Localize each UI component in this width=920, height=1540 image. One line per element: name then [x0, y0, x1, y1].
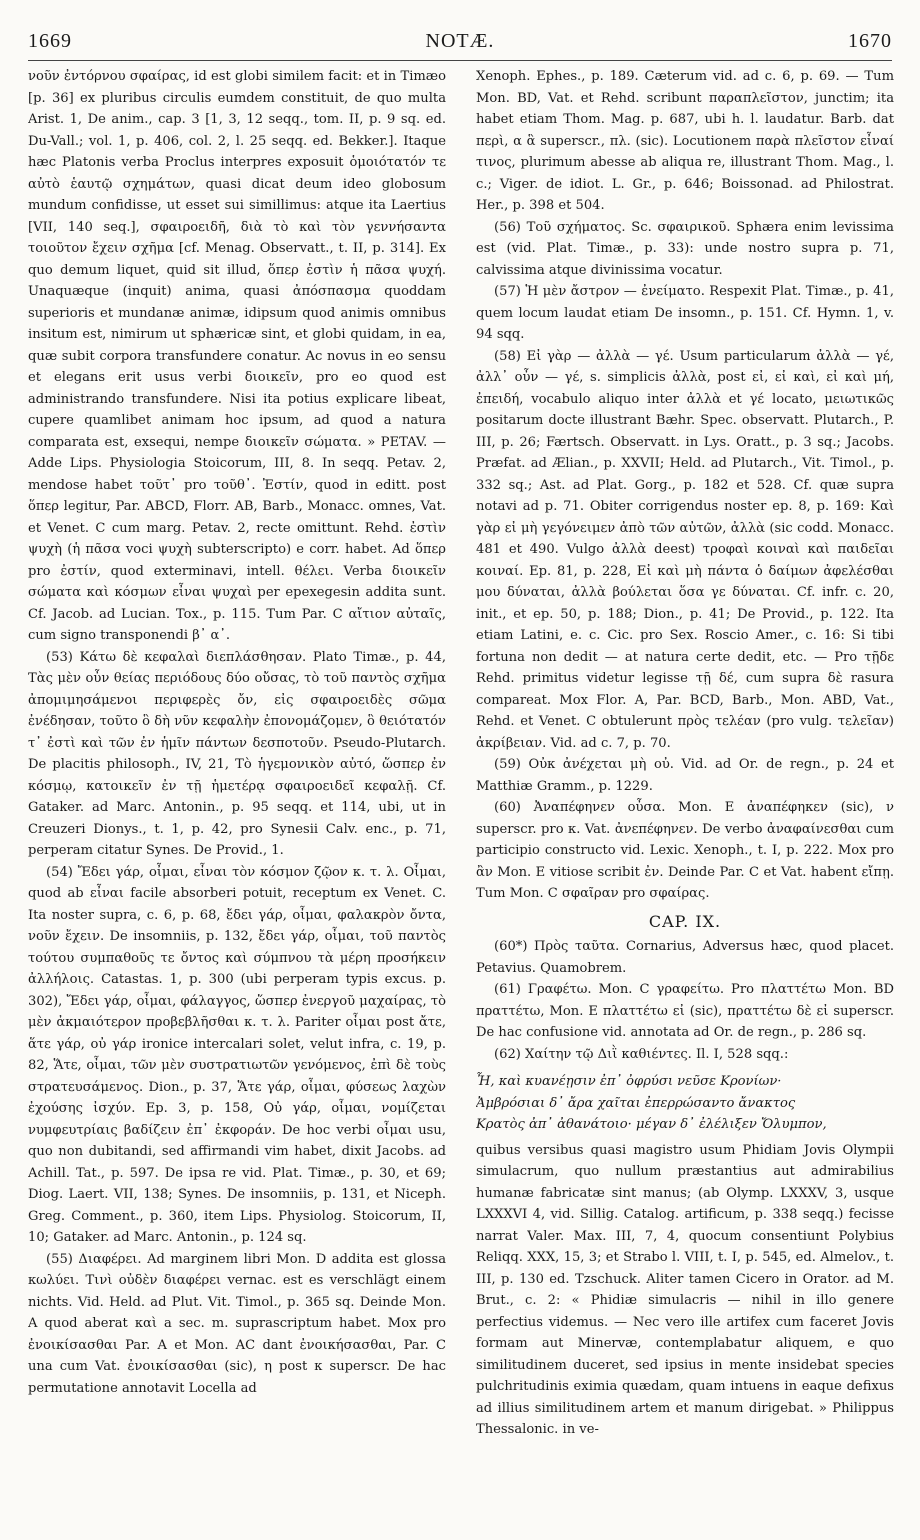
- right-column: [476, 66, 894, 1524]
- note-paragraph: (59) Οὐκ ἀνέχεται μὴ οὐ. Vid. ad Or. de regn., p. 24 et Matthiæ Gramm., p. 1229.: [476, 757, 894, 794]
- note-paragraph: (57) Ἡ μὲν ἄστρον — ἐνείματο. Respexit Plat. Timæ., p. 41, quem locum laudat etiam De insomn., p. 151. Cf. Hymn. 1, v. 94 sqq.: [476, 284, 894, 342]
- note-paragraph: (61) Γραφέτω. Mon. C γραφείτω. Pro πλαττέτω Mon. BD πραττέτω, Mon. E πλαττέτω εἰ (sic), πραττέτω δὲ εἰ superscr. De hac confusione vid. annotata ad Or. de regn., p. 286 sq.: [476, 982, 894, 1040]
- verse-line: Ἦ, καὶ κυανέῃσιν ἐπ᾽ ὀφρύσι νεῦσε Κρονίων·: [476, 1074, 782, 1089]
- note-paragraph: (56) Τοῦ σχήματος. Sc. σφαιρικοῦ. Sphæra enim levissima est (vid. Plat. Timæ., p. 33): unde nostro supra p. 71, calvissima atque divinissima vocatur.: [476, 219, 894, 278]
- left-column: [28, 66, 446, 1524]
- verse-line: Ἀμβρόσιαι δ᾽ ἄρα χαῖται ἐπερρώσαντο ἄνακτος: [476, 1095, 796, 1111]
- note-paragraph: (54) Ἔδει γάρ, οἶμαι, εἶναι τὸν κόσμον ζῷον κ. τ. λ. Οἶμαι, quod ab εἶναι facile absorberi potuit, receptum ex Venet. C. Ita noster supra, c. 6, p. 68, ἔδει γάρ, οἶμαι, φαλακρὸν ὄντα, νοῦν ἔχειν. De insomniis, p. 132, ἔδει γάρ, οἶμαι, τοῦ παντὸς τούτου συμπαθοῦς τε ὄντος καὶ σύμπνου τὰ μέρη προσήκειν ἀλλήλοις. Catastas. 1, p. 300 (ubi perperam typis excus. p. 302), Ἔδει γάρ, οἶμαι, φάλαγγος, ὥσπερ ἐνεργοῦ μαχαίρας, τὸ μὲν ἀκμαιότερον προβεβλῆσθαι κ. τ. λ. Pariter οἶμαι post ἄτε, ἅτε γάρ, οὐ γάρ ironice intercalari solet, velut infra, c. 19, p. 82, Ἅτε, οἶμαι, τῶν μὲν συστρατιωτῶν γενόμενος, ἐπὶ δὲ τοὺς στρατευσάμενος. Dion., p. 37, Ἅτε γάρ, οἶμαι, φύσεως λαχὼν ἐχούσης ἰσχύν. Ep. 3, p. 158, Οὐ γάρ, οἶμαι, νομίζεται νυμφευτρίαις βαδίζειν ἐπ᾽ ἐκφοράν. De hoc verbi οἶμαι usu, quo non dubitandi, sed affirmandi vim habet, dixit Jacobs. ad Achill. Tat., p. 597. De ipsa re vid. Plat. Timæ., p. 30, et 69; Diog. Laert. VII, 138; Synes. De insomniis, p. 131, et Niceph. Greg. Comment., p. 360, item Lips. Physiolog. Stoicorum, II, 10; Gataker. ad Marc. Antonin., p. 124 sq.: [28, 864, 446, 1245]
- header-rule: [28, 60, 892, 61]
- note-paragraph: (62) Χαίτην τῷ Διῒ καθιέντες. Il. I, 528 sqq.:: [494, 1046, 789, 1062]
- running-header: [28, 30, 892, 60]
- note-paragraph: quibus versibus quasi magistro usum Phidiam Jovis Olympii simulacrum, quo nullum præstantius aut admirabilius humanæ fabricatæ sint manus; (ab Olymp. LXXXV, 3, usque LXXXVI 4, vid. Sillig. Catalog. artificum, p. 338 seqq.) fecisse narrat Valer. Max. III, 7, 4, quocum consentiunt Polybius Reliqq. XXX, 15, 3; et Strabo l. VIII, t. I, p. 545, ed. Almelov., t. III, p. 130 ed. Tzschuck. Aliter tamen Cicero in Orator. ad M. Brut., c. 2: « Phidiæ simulacris — nihil in illo genere perfectius videmus. — Nec vero ille artifex cum faceret Jovis formam aut Minervæ, contemplabatur aliquem, e quo similitudinem duceret, sed ipsius in mente insidebat species pulchritudinis eximia quædam, quam intuens in eaque defixus ad illius similitudinem artem et manum dirigebat. » Philippus Thessalonic. in ve-: [476, 1142, 894, 1437]
- verse-quotation: [476, 1071, 894, 1136]
- note-paragraph: Xenoph. Ephes., p. 189. Cæterum vid. ad c. 6, p. 69. — Tum Mon. BD, Vat. et Rehd. scribunt παραπλεῖστον, junctim; ita habet etiam Thom. Mag. p. 687, ubi h. l. laudatur. Barb. dat περὶ, α ἃ superscr., πλ. (sic). Locutionem παρὰ πλεῖστον εἶναί τινος, plurimum abesse ab aliqua re, illustrant Thom. Mag., l. c.; Viger. de idiot. L. Gr., p. 646; Boissonad. ad Philostrat. Her., p. 398 et 504.: [476, 69, 894, 213]
- note-paragraph: (58) Εἰ γὰρ — ἀλλὰ — γέ. Usum particularum ἀλλὰ — γέ, ἀλλ᾽ οὖν — γέ, s. simplicis ἀλλὰ, post εἰ, εἰ καὶ, εἰ καὶ μή, ἐπειδή, vocabulo aliquo inter ἀλλὰ et γέ locato, μειωτικῶς positarum docte illustrant Bæhr. Spec. observatt. Plutarch., P. III, p. 26; Færtsch. Observatt. in Lys. Oratt., p. 3 sq.; Jacobs. Præfat. ad Ælian., p. XXVII; Held. ad Plutarch., Vit. Timol., p. 332 sq.; Ast. ad Plat. Gorg., p. 182 et 528. Cf. quæ supra notavi ad p. 71. Obiter corrigendus noster ep. 8, p. 169: Καὶ γὰρ εἰ μὴ γεγόνειμεν ἀπὸ τῶν αὐτῶν, ἀλλὰ (sic codd. Monacc. 481 et 490. Vulgo ἀλλὰ deest) τροφαὶ κοιναὶ καὶ παιδεῖαι κοιναί. Ep. 81, p. 228, Εἰ καὶ μὴ πάντα ὁ δαίμων ἀφελέσθαι μου δύναται, ἀλλὰ βούλεται ὅσα γε δύναται. Cf. infr. c. 20, init., et ep. 50, p. 188; Dion., p. 41; De Provid., p. 122. Ita etiam Latini, e. c. Cic. pro Sex. Roscio Amer., c. 16: Si tibi fortuna non dedit — at natura certe dedit, etc. — Pro τῇδε Rehd. primitus videtur legisse τῇ δέ, cum supra δὲ rasura compareat. Mox Flor. A, Par. BCD, Barb., Mon. ABD, Vat., Rehd. et Venet. C obtulerunt πρὸς τελέαν (pro vulg. τελεῖαν) ἀκρίβειαν. Vid. ad c. 7, p. 70.: [476, 348, 894, 751]
- note-paragraph: (60*) Πρὸς ταῦτα. Cornarius, Adversus hæc, quod placet. Petavius. Quamobrem.: [476, 939, 894, 976]
- chapter-heading: CAP. IX.: [648, 911, 722, 931]
- note-paragraph: νοῦν ἐντόρνου σφαίρας, id est globi similem facit: et in Timæo [p. 36] ex pluribus circulis eumdem constituit, de quo multa Arist. 1, De anim., cap. 3 [1, 3, 12 seqq., tom. II, p. 9 sq. ed. Du-Vall.; vol. 1, p. 406, col. 2, l. 25 seqq. ed. Bekker.]. Itaque hæc Platonis verba Proclus interpres exposuit ὁμοιότατόν τε αὐτὸ ἑαυτῷ σχημάτων, quasi dicat deum ideo globosum mundum confidisse, ut esset sui simillimus: atque ita Laertius [VII, 140 seq.], σφαιροειδῆ, διὰ τὸ καὶ τὸν γεννήσαντα τοιοῦτον ἔχειν σχῆμα [cf. Menag. Observatt., t. II, p. 314]. Ex quo demum liquet, quid sit illud, ὅπερ ἐστὶν ἡ πᾶσα ψυχή. Unaquæque (inquit) anima, quasi ἀπόσπασμα quoddam superioris et mundanæ animæ, idipsum quod animis omnibus insitum est, nimirum ut sphæricæ sint, et globi quidam, in ea, quæ subit corpora transfundere conatur. Ac novus in eo sensu et elegans erit usus verbi διοικεῖν, pro eo quod est administrando transfundere. Nisi ita potius explicare libeat, cupere quamlibet animam hoc ipsum, ad quod a natura comparata est, exsequi, nempe διοικεῖν σώματα. » PETAV. — Adde Lips. Physiologia Stoicorum, III, 8. In seqq. Petav. 2, mendose habet τοῦτ᾽ pro τοῦθ᾽. Ἐστίν, quod in editt. post ὅπερ legitur, Par. ABCD, Florr. AB, Barb., Monacc. omnes, Vat. et Venet. C cum marg. Petav. 2, recte omittunt. Rehd. ἐστὶν ψυχὴ (ἡ πᾶσα voci ψυχὴ subterscripto) e corr. habet. Ad ὅπερ pro ἐστίν, quod exterminavi, intell. θέλει. Verba διοικεῖν σώματα καὶ κόσμων εἶναι ψυχαὶ per epexegesin addita sunt. Cf. Jacob. ad Lucian. Tox., p. 115. Tum Par. C αἴτιον αὐταῖς, cum signo transponendi β᾽ α᾽.: [28, 69, 446, 643]
- note-paragraph: (55) Διαφέρει. Ad marginem libri Mon. D addita est glossa κωλύει. Τινὶ οὐδὲν διαφέρει vernac. est es verschlägt einem nichts. Vid. Held. ad Plut. Vit. Timol., p. 365 sq. Deinde Mon. A quod aberat καὶ a sec. m. suprascriptum habet. Mox pro ἐνοικίσασθαι Par. A et Mon. AC dant ἐνοικήσασθαι, Par. C una cum Vat. ἐνοικίσασθαι (sic), η post κ superscr. De hac permutatione annotavit Locella ad: [28, 1251, 446, 1396]
- verse-line: Κρατὸς ἀπ᾽ ἀθανάτοιο· μέγαν δ᾽ ἐλέλιξεν Ὄλυμπον,: [476, 1117, 827, 1132]
- right-page-number: 1670: [848, 30, 892, 52]
- note-paragraph: (60) Ἀναπέφηνεν οὖσα. Mon. E ἀναπέφηκεν (sic), ν superscr. pro κ. Vat. ἀνεπέφηνεν. De verbo ἀναφαίνεσθαι cum participio constructo vid. Lexic. Xenoph., t. I, p. 222. Mox pro ἂν Mon. E vitiose scribit ἐν. Deinde Par. C et Vat. habent εἴπῃ. Tum Mon. C σφαῖραν pro σφαίρας.: [476, 800, 894, 901]
- note-paragraph: (53) Κάτω δὲ κεφαλαὶ διεπλάσθησαν. Plato Timæ., p. 44, Τὰς μὲν οὖν θείας περιόδους δύο οὔσας, τὸ τοῦ παντὸς σχῆμα ἀπομιμησάμενοι περιφερὲς ὄν, εἰς σφαιροειδὲς σῶμα ἐνέδησαν, τοῦτο ὃ δὴ νῦν κεφαλὴν ἐπονομάζομεν, ὃ θειότατόν τ᾽ ἐστὶ καὶ τῶν ἐν ἡμῖν πάντων δεσποτοῦν. Pseudo-Plutarch. De placitis philosoph., IV, 21, Τὸ ἡγεμονικὸν αὐτό, ὥσπερ ἐν κόσμῳ, κατοικεῖν ἐν τῇ ἡμετέρᾳ σφαιροειδεῖ κεφαλῇ. Cf. Gataker. ad Marc. Antonin., p. 95 seqq. et 114, ubi, ut in Creuzeri Dionys., t. 1, p. 42, pro Synesii Calv. enc., p. 71, perperam citatur Synes. De Provid., 1.: [28, 649, 446, 858]
- running-title: NOTÆ.: [425, 30, 495, 52]
- left-page-number: 1669: [28, 30, 72, 52]
